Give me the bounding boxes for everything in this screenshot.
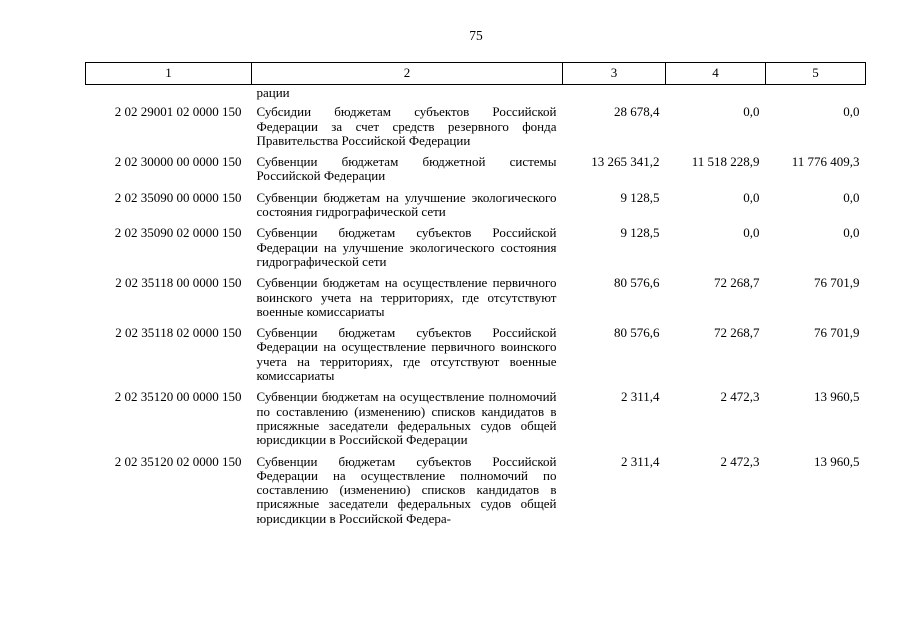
amount-col-3: 80 576,6 [614,325,660,341]
amount-col-5: 76 701,9 [814,325,860,341]
amount-col-5: 13 960,5 [814,453,860,469]
table-row [86,191,866,227]
column-header-4: 4 [666,63,766,85]
amount-col-5: 13 960,5 [814,389,860,405]
column-header-3: 3 [563,63,666,85]
column-header-2: 2 [252,63,563,85]
income-name: Субвенции бюджетам на осуществление полномочий по составлению (изменению) списков кандидатов в присяжные заседатели федеральных судов общей юрисдикции в Российской Федерации [256,389,557,448]
budget-code: 2 02 35120 02 0000 150 [114,453,242,469]
header-row [86,63,866,85]
budget-code: 2 02 35118 02 0000 150 [115,325,242,341]
amount-col-4: 72 268,7 [714,275,760,291]
income-name: Субвенции бюджетам субъектов Российской Федерации на улучшение экологического состояния гидрографической сети [256,225,557,269]
budget-code: 2 02 35120 00 0000 150 [114,389,242,405]
budget-table [85,62,866,533]
table-row [86,226,866,276]
table-row [86,276,866,326]
column-header-5: 5 [766,63,866,85]
amount-col-3: 13 265 341,2 [591,154,660,170]
table-row [86,326,866,390]
budget-code: 2 02 29001 02 0000 150 [114,104,242,120]
budget-code: 2 02 35090 00 0000 150 [114,189,242,205]
amount-col-4: 72 268,7 [714,325,760,341]
column-header-1: 1 [86,63,252,85]
amount-col-4: 2 472,3 [720,453,760,469]
budget-code: 2 02 35118 00 0000 150 [115,275,242,291]
amount-col-4: 0,0 [743,104,760,120]
income-name: Субвенции бюджетам бюджетной системы Российской Федерации [256,154,557,184]
income-name: Субвенции бюджетам на улучшение экологического состояния гидрографической сети [256,189,557,220]
amount-col-3: 80 576,6 [614,275,660,291]
income-name: Субвенции бюджетам субъектов Российской Федерации на осуществление полномочий по составлению (изменению) списков кандидатов в присяжные заседатели федеральных судов общей юрисдикции в Российской Федера- [256,453,557,526]
amount-col-4: 11 518 228,9 [691,154,760,170]
table-row [86,455,866,533]
page-number: 75 [469,28,483,43]
amount-col-3: 28 678,4 [614,104,660,120]
table-row [86,155,866,191]
budget-code: 2 02 30000 00 0000 150 [114,154,242,170]
amount-col-5: 11 776 409,3 [791,154,860,170]
amount-col-3: 2 311,4 [620,453,660,469]
income-name: Субвенции бюджетам субъектов Российской Федерации на осуществление первичного воинского учета на территориях, где отсутствуют военные комиссариаты [256,325,557,384]
income-name: Субсидии бюджетам субъектов Российской Федерации за счет средств резервного фонда Правительства Российской Федерации [256,104,557,148]
amount-col-3: 2 311,4 [620,389,660,405]
amount-col-4: 0,0 [743,225,760,241]
income-name: Субвенции бюджетам на осуществление первичного воинского учета на территориях, где отсутствуют военные комиссариаты [256,275,557,319]
amount-col-3: 9 128,5 [620,225,660,241]
table-row [86,390,866,454]
amount-col-5: 0,0 [843,225,860,241]
continuation-row [86,85,866,106]
amount-col-5: 76 701,9 [814,275,860,291]
amount-col-3: 9 128,5 [620,189,660,205]
amount-col-4: 2 472,3 [720,389,760,405]
amount-col-5: 0,0 [843,189,860,205]
table-row [86,105,866,155]
amount-col-5: 0,0 [843,104,860,120]
amount-col-4: 0,0 [743,189,760,205]
continuation-text: рации [256,85,290,100]
budget-code: 2 02 35090 02 0000 150 [114,225,242,241]
